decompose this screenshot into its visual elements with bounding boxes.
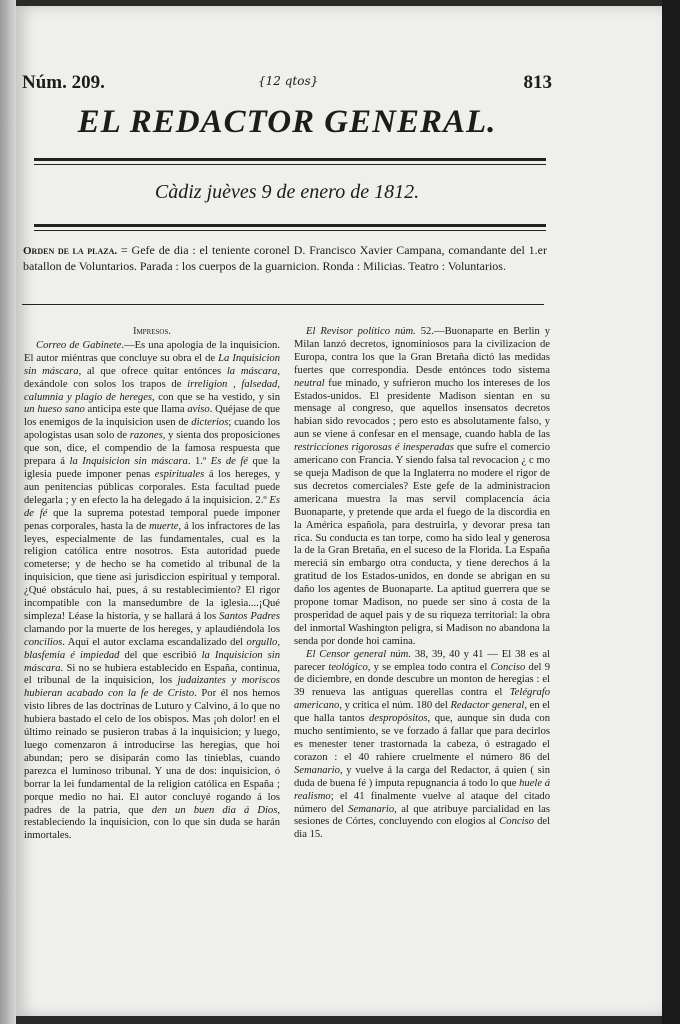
italic-run: la Inquisicion sin máscara bbox=[69, 456, 188, 468]
text-run: que la suprema potestad temporal puede imponer penas corporales, hasta la de bbox=[24, 507, 280, 532]
italic-run: Redactor general bbox=[450, 700, 525, 712]
text-run: , y vuelve á la carga del Redactor, á quien ( sin duda de buena fé ) imputa repugnancia á todo lo que bbox=[294, 764, 550, 789]
page-number: 813 bbox=[523, 72, 552, 93]
date-rule-thin bbox=[34, 230, 546, 231]
italic-run: Es de fé bbox=[24, 494, 280, 519]
italic-run: Es de fé bbox=[210, 456, 249, 468]
italic-run: orgullo, blasfemia é impiedad bbox=[24, 636, 280, 661]
italic-run: Semanario bbox=[294, 764, 340, 776]
text-run: . 1.º bbox=[187, 456, 211, 468]
text-run: . Quéjase de que los enemigos de la inquisicion usen de bbox=[24, 404, 280, 429]
text-run: á los hereges, y aun penitencias públicas corporales. Esta facultad puede delegarla ; y en efecto la ha delegado á la inquisicion. 2.º bbox=[24, 468, 280, 506]
italic-run: aviso bbox=[187, 404, 210, 416]
text-run: del que escribió bbox=[119, 649, 202, 661]
italic-run: irreligion , falsedad, calumnia y plagio de hereges bbox=[24, 378, 280, 403]
text-run: . Por él nos hemos visto libres de las doctrinas de Luturo y Calvino, á lo que no hubiera bastado el celo de los obispos. Mas ¡oh dolor! en el último reinado se pusieron trabas á la inquisicion; y luego, luego comenzaron á introducirse las heregias, que hoi abundan; pero se disiparán como las tinieblas, cuando parezca el luminoso tribunal. Y una de dos: inquisicion, ó borrar la lei fundamental de la religion católica en España ; porque medio no hai. El autor concluyé rogando á los padres de la patria, que bbox=[24, 688, 280, 816]
italic-run: Telégrafo americano bbox=[294, 687, 550, 712]
italic-run: den un buen dia á Dios bbox=[151, 804, 278, 816]
text-run: , restableciendo la inquisicion, con lo que sin duda se harán inmortales. bbox=[24, 804, 280, 842]
text-run: que la iglesia puede imponer penas bbox=[24, 456, 280, 480]
italic-run: un hueso sano bbox=[24, 404, 85, 416]
italic-run: razones bbox=[129, 430, 163, 442]
italic-run: neutral bbox=[294, 377, 325, 389]
text-run: 38, 39, 40 y 41 — El 38 es al parecer bbox=[294, 648, 550, 673]
italic-run: concilios bbox=[24, 636, 63, 648]
text-run: . Aquí el autor exclama escandalizado del bbox=[62, 636, 247, 648]
scan-edge bbox=[662, 0, 680, 1024]
text-run: .—Es una apologia de la inquisicion. El autor miéntras que concluye su obra el de bbox=[24, 339, 280, 364]
revisor-politico-paragraph bbox=[294, 326, 550, 649]
italic-run: Semanario bbox=[348, 803, 395, 815]
italic-run: Conciso bbox=[490, 661, 526, 673]
italic-run: teológico bbox=[328, 661, 368, 673]
italic-run: El Censor general núm. bbox=[306, 648, 411, 660]
text-run: del 9 de diciembre, en donde descubre un monton de heregias : el 39 renueva las antiguas querellas contra el bbox=[294, 661, 550, 699]
book-spine-shadow bbox=[0, 0, 16, 1024]
correo-de-gabinete-paragraph bbox=[24, 340, 280, 843]
section-rule bbox=[22, 304, 544, 305]
italic-run: Conciso bbox=[499, 816, 534, 828]
left-column bbox=[24, 326, 280, 926]
text-run: . Si no se hubiera establecido en España, continua, el tribunal de la inquisicion, los bbox=[24, 662, 280, 687]
issue-number: Núm. 209. bbox=[22, 72, 105, 93]
right-column bbox=[294, 326, 550, 926]
orden-text: = Gefe de dia : el teniente coronel D. Francisco Xavier Campana, comandante del 1.er batallon de Voluntarios. Parada : los cuerpos de la guarnicion. Ronda : Milicias. Teatro : Voluntarios. bbox=[23, 243, 547, 273]
text-run: , y se emplea todo contra el bbox=[367, 661, 491, 673]
sheet-count: {12 qtos} bbox=[258, 74, 319, 88]
italic-run: Santos Padres bbox=[219, 610, 280, 622]
text-run: del dia 15. bbox=[294, 816, 550, 841]
text-run: fue minado, y sufrieron mucho los intereses de los Estados-unidos. El presidente Madison sientan en su mensage al congreso, que aquellos insensatos decretos habian sido revocados ; pero esto es absolutamente falso, y aun se viene á confesar en el mensage, cuando habla de las bbox=[294, 377, 550, 441]
italic-run: Correo de Gabinete bbox=[36, 339, 122, 351]
masthead-top-line bbox=[22, 72, 552, 100]
text-run: anticipa este que llama bbox=[84, 404, 188, 416]
text-run: , en el que halla tantos bbox=[294, 700, 550, 725]
italic-run: La Inquisicion sin máscara bbox=[24, 352, 280, 377]
italic-run: muerte bbox=[149, 520, 179, 532]
title-rule-thick bbox=[34, 158, 546, 161]
italic-run: judaizantes y moriscos hubieran acabado con la fe de Cristo bbox=[24, 675, 280, 700]
italic-run: restricciones rigorosas é inesperadas bbox=[294, 442, 454, 454]
text-run: , y critica el núm. 180 del bbox=[339, 700, 451, 712]
text-run: , y sienta dos proposiciones que son, dice, el compendio de la famosa respuesta que prepara á bbox=[24, 430, 280, 468]
text-run: , que, aunque sin duda con mucho sentimiento, se ve forzado á fallar que para decirlos es menester tener trastornada la cabeza, ó estragado el corazon : el 40 rahiere cruelmente el número 86 del bbox=[294, 713, 550, 763]
italic-run: espirituales bbox=[154, 468, 205, 480]
date-rule-thick bbox=[34, 224, 546, 227]
italic-run: dicterios bbox=[191, 417, 229, 429]
italic-run: la máscara bbox=[226, 365, 278, 377]
italic-run: El Revisor político núm. bbox=[306, 326, 416, 337]
impresos-heading: Impresos. bbox=[133, 326, 171, 337]
title-rule-thin bbox=[34, 164, 546, 165]
text-run: ; cuando los apologistas usan solo de bbox=[24, 417, 280, 442]
text-run: 52.—Buonaparte en Berlin y Milan lanzó decretos, ignominiosos para la civilizacion de Europa, contra los que la Gran Bretaña dictó las medidas fuertes que correspondia. Desde entónces todo sistema bbox=[294, 326, 550, 376]
text-run: que sufre el comercio americano con Francia. Y siendo falsa tal revocacion ¿ c mo se queja Madison de que la Inglaterra no modere el rigor de sus decretos comerciales? Este gefe de la administracion americana muestra la mas servil complacencia ácia Buonaparte, y pretende que arda el fuego de la discordia en la América española, para destruirla, y devorar presa tan rica. Su conducta es tan torpe, como ha sido leal y generosa la de la Gran Bretaña, en el suceso de la Florida. La España mereciá sin embargo otra conducta, y tiene derechos á la gratitud de los Estados-unidos, en donde se abrigan en su daño los agentes de Buonaparte. La aptitud guerrera que se propone tomar Madison, no puede ser sino á costa de la prosperidad de aquel pais y de su riqueza territorial: la obra del inmortal Washington peligra, si Madison no abandona la senda por donde hoi camina. bbox=[294, 442, 550, 647]
text-run: , al que ofrece quitar entónces bbox=[78, 365, 227, 377]
italic-run: la Inquisicion sin máscara bbox=[24, 649, 280, 674]
orden-de-la-plaza bbox=[23, 243, 547, 274]
text-run: , dexándole con solos los trapos de bbox=[24, 365, 280, 390]
newspaper-title: EL REDACTOR GENERAL. bbox=[77, 104, 497, 140]
text-run: , con que se ha vestido, y sin bbox=[152, 391, 280, 403]
orden-lead: Orden de la plaza. bbox=[23, 245, 118, 257]
text-run: ; el 41 finalmente vuelve al ataque del citado número del bbox=[294, 790, 550, 815]
text-run: , á los infractores de las leyes, especialmente de las fundamentales, cual es la religion católica entre nosotros. Esta autoridad puede cometerse; y de hecho se ha cometido al tribunal de la inquisicion, que tiene asi jurisdiccion espiritual y temporal. ¿Qué obstáculo hai, pues, á su restablecimiento? El rigor incompatible con la mansedumbre de la iglesia....¡Qué simpleza! Léase la historia, y se hallará á los bbox=[24, 520, 280, 622]
dateline: Càdiz juèves 9 de enero de 1812. bbox=[154, 181, 420, 203]
italic-run: huele á realismo bbox=[294, 777, 550, 802]
text-run: clamando por la muerte de los hereges, y aplaudiéndola los bbox=[24, 623, 280, 635]
censor-general-paragraph bbox=[294, 649, 550, 843]
text-run: , al que atribuye parcialidad en las sesiones de Córtes, concluyendo con elogios al bbox=[294, 803, 550, 828]
italic-run: despropósitos bbox=[369, 713, 428, 725]
